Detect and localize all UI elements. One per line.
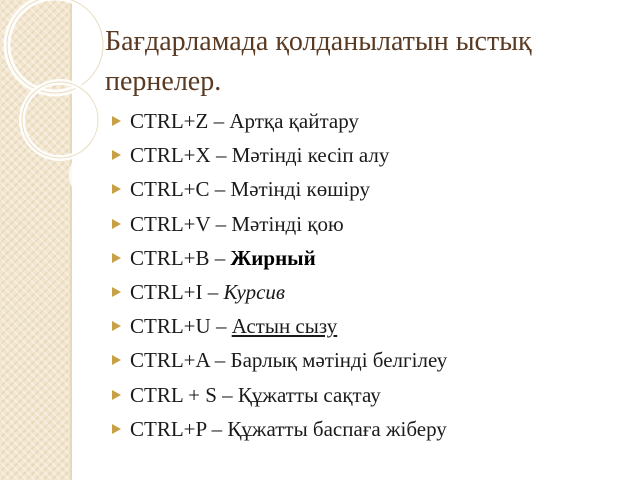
bullet-icon [112, 184, 121, 194]
bullet-icon [112, 253, 121, 263]
shortcut-key: CTRL+U [130, 314, 211, 339]
shortcut-description: Құжатты сақтау [237, 382, 381, 407]
list-item [112, 138, 632, 172]
shortcut-description: Курсив [223, 279, 286, 304]
shortcut-list [112, 104, 632, 446]
shortcut-key: CTRL+I [130, 279, 203, 304]
separator: – [209, 177, 231, 202]
shortcut-description: Мәтінді кесіп алу [231, 143, 390, 168]
separator: – [202, 279, 224, 304]
separator: – [209, 245, 231, 270]
bullet-icon [112, 424, 121, 434]
separator: – [210, 143, 232, 168]
list-item [112, 309, 632, 343]
bullet-icon [112, 287, 121, 297]
shortcut-key: CTRL+V [130, 211, 211, 236]
shortcut-key: CTRL+C [130, 177, 210, 202]
shortcut-description: Мәтінді қою [231, 211, 344, 236]
bullet-icon [112, 321, 121, 331]
shortcut-description: Жирный [230, 245, 316, 270]
list-item [112, 172, 632, 206]
list-item [112, 207, 632, 241]
separator: – [216, 382, 238, 407]
shortcut-key: CTRL+Z [130, 109, 209, 133]
shortcut-description: Мәтінді көшіру [230, 177, 370, 202]
separator: – [210, 314, 232, 339]
list-item [112, 275, 632, 309]
bullet-icon [112, 150, 121, 160]
shortcut-key: CTRL+P [130, 416, 207, 441]
slide-title: Бағдарламада қолданылатын ыстық пернелер. [105, 26, 532, 97]
shortcut-description: Барлық мәтінді белгілеу [230, 348, 448, 373]
separator: – [206, 416, 228, 441]
shortcut-key: CTRL+B [130, 245, 210, 270]
shortcut-description: Құжатты баспаға жіберу [227, 416, 447, 441]
bullet-icon [112, 219, 121, 229]
list-item [112, 378, 632, 412]
shortcut-description: Астын сызу [231, 314, 338, 339]
list-item [112, 104, 632, 138]
separator: – [208, 109, 230, 133]
shortcut-key: CTRL+A [130, 348, 210, 373]
bullet-icon [112, 390, 121, 400]
list-item [112, 412, 632, 446]
separator: – [209, 348, 231, 373]
bullet-icon [112, 355, 121, 365]
shortcut-description: Артқа қайтару [229, 109, 359, 133]
list-item [112, 343, 632, 377]
separator: – [210, 211, 232, 236]
bullet-icon [112, 116, 121, 126]
list-item [112, 241, 632, 275]
shortcut-key: CTRL+X [130, 143, 211, 168]
shortcut-key: CTRL + S [130, 382, 217, 407]
